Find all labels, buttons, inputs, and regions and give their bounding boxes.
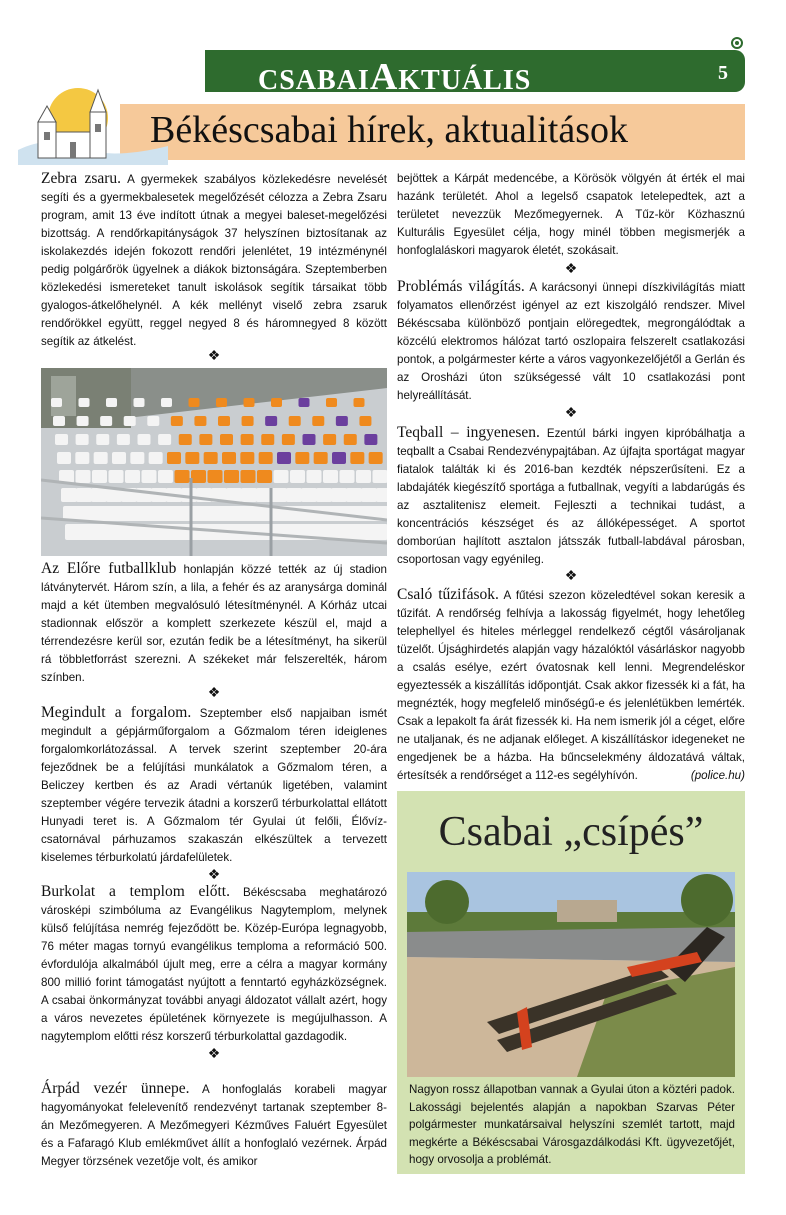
article-arpad: [41, 1080, 387, 1171]
article-tuzifa-lead: Csaló tűzifások.: [397, 586, 499, 603]
article-burkolat: [41, 883, 387, 1046]
article-burkolat-body: Békéscsaba meghatározó városképi szimbóluma az Evangélikus Nagytemplom, melynek külső felújítása nemrég fejeződött be. Közép-Európa legnagyobb, 76 méter magas tornyú evangélikus temploma a reformáció 500. évfordulója alkalmából újult meg, erre a célra a magyar kormány 800 millió forint támogatást nyújtott a fenntartó egyházközségnek. A csabai önkormányzat további anyagi áldozatot vállalt azért, hogy a város nevezetes épületének környezete is megújulhasson. A nagytemplom előtti rész korszerű térburkolattal gazdagodik.: [41, 886, 388, 1043]
section-title-rest: KTUÁLIS: [398, 65, 532, 96]
article-tuzifa: [397, 586, 745, 785]
article-arpad-continued: bejöttek a Kárpát medencébe, a Körösök völgyén át érték el mai hazánk területét. Ahol a legelső csapatok letelepedtek, azt a területet nevezzük Mezőmegyernek. A Tűz-kör Közhasznú Kulturális Egyesület célja, hogy minél többen megismerjék a honfoglaláskori magyarok életét, szokásait.: [397, 172, 745, 257]
article-forgalom: [41, 704, 387, 867]
article-forgalom-lead: Megindult a forgalom.: [41, 704, 192, 721]
swirl-icon: [731, 37, 743, 49]
article-vilagitas-lead: Problémás világítás.: [397, 278, 525, 295]
diamond-separator-icon: ❖: [564, 567, 578, 583]
diamond-separator-icon: ❖: [207, 1045, 221, 1061]
article-zebra-lead: Zebra zsaru.: [41, 170, 122, 187]
article-arpad-lead: Árpád vezér ünnepe.: [41, 1080, 190, 1097]
diamond-separator-icon: ❖: [207, 347, 221, 363]
article-zebra: [41, 170, 387, 351]
article-vilagitas-body: A karácsonyi ünnepi díszkivilágítás miatt folyamatos ellenőrzést igényel az ezt kiszolgáló rendszer. Mivel Békéscsaba különböző pontjain elöregedtek, megrongálódtak a közcélú elektromos hálózat tartó oszlopaira felszerelt csatlakozási pontok, a polgármester kérte a város vagyonkezelőjétől a Gerlán és az Orosházi úton szükségessé vált 10 csatlakozási pont helyreállítását.: [397, 281, 745, 402]
section-title-prefix: CSABAI: [258, 65, 370, 96]
article-burkolat-lead: Burkolat a templom előtt.: [41, 883, 230, 900]
section-title-initial: A: [369, 56, 399, 98]
section-title: [258, 55, 531, 99]
article-arpad-body: A honfoglalás korabeli magyar hagyományokat felelevenítő rendezvényt tartanak szeptember 8-án Mezőmegyeren. A Mezőmegyeri Kézműves Faluért Egyesület és a Fafaragó Klub emlékművet állít a honfoglaló vezérnek. Árpád Megyer törzsének vezetője volt, és amikor: [41, 1083, 388, 1168]
page-number: 5: [718, 62, 728, 84]
article-teqball: [397, 424, 745, 569]
diamond-separator-icon: ❖: [207, 866, 221, 882]
article-tuzifa-credit: (police.hu): [690, 769, 745, 782]
article-vilagitas: [397, 278, 745, 405]
article-zebra-body: A gyermekek szabályos közlekedésre nevelését segíti és a gyermekbalesetek megelőzését célozza a Zebra Zsaru program, amit 13 éve indított útnak a megyei baleset-megelőzési bizottság. A rendőrkapitányságok 37 helyszínen biztosítanak az iskolakezdés idején fokozott rendőri jelenlétet, 19 intézménynél pedig polgárőrök ügyelnek a diákok biztonságára. Szeptemberben közlekedési ismereteket tanult iskolások segítik társaikat több gyalogos-átkelőhelynél. A kék mellényt viselő zebra zsaruk rendőrökkel együtt, reggel negyed 8 és háromnegyed 8 között segítik az átkelést.: [41, 173, 388, 348]
article-elore-body: honlapján közzé tették az új stadion látványtervét. Három szín, a lila, a fehér és az aranysárga dominál majd a két ütemben megvalósuló létesítménynél. A Kórház utcai stadionnak először a komplett szerkezete készül el, majd a térrendezésre kerül sor, ezután fedik be a létesítményt, ha sikerül rá többletforrást szerezni. A székeket már felszerelték, három színben.: [41, 563, 387, 684]
diamond-separator-icon: ❖: [564, 260, 578, 276]
article-tuzifa-body: A fűtési szezon közeledtével sokan keresik a tűzifát. A rendőrség felhívja a lakosság figyelmét, hogy lehetőleg telephellyel és hiteles mérleggel rendelkező cégtől vásároljanak tüzelőt. Újsághirdetés alapján vagy házalóktól vásárláskor nagyobb a csalás esélye, ezért óvatosnak kell lenni. Megrendeléskor egyeztessék a kiszállítás időpontját. Csak akkor fizessék ki a fát, ha megnézték, hogy megfelelő minőségű-e és jelenlétükben lemérték. Csak a lepakolt fa árát fizessék ki. Ha nem ismerik jól a céget, előre ne utaljanak, és ne adjanak előleget. A kiszállításkor idegeneket ne engedjenek be a házba. Ha bűncselekmény áldozatává váltak, értesítsék a rendőrséget a 112-es segélyhívón.: [397, 589, 745, 782]
bench-photo: [407, 872, 735, 1077]
stadium-photo: [41, 368, 387, 556]
headline-title: Békéscsabai hírek, aktualitások: [150, 109, 629, 151]
article-elore: [41, 560, 387, 687]
article-forgalom-body: Szeptember első napjaiban ismét megindult a gépjárműforgalom a Gőzmalom téren ideiglenes forgalomkorlátozással. A tervek szerint szeptember 20-ára fejeződnek be a felújítási munkálatok a Gőzmalom téren, a Beliczey kertben és az Aradi vértanúk ligetében, valamint szeptember végére tervezik átadni a korszerű térburkolattal ellátott Hunyadi teret is. A Gőzmalom tér Gyulai út felőli, Élővíz-csatornával párhuzamos szakaszán elkészültek a tervezett kiselemes térburkolatú járdafelületek.: [41, 707, 387, 864]
diamond-separator-icon: ❖: [564, 404, 578, 420]
diamond-separator-icon: ❖: [207, 684, 221, 700]
article-teqball-body: Ezentúl bárki ingyen kipróbálhatja a teqballt a Csabai Rendezvénypajtában. Az újfajta sportágat magyar fiatalok találták ki és 2016-ban kezdték népszerűsíteni. Ez a labdajáték kiegészítő sportága a futballnak, vegyíti a labdarúgás és az asztalitenisz elemeit. Fejleszti a technikai tudást, a koncentrációs készséget és az állóképességet. A sportot domborúan hajlított asztalon játsszák futball-labdával párosban, csoportosan vagy egyénileg.: [397, 427, 745, 566]
bench-caption: Nagyon rossz állapotban vannak a Gyulai úton a köztéri padok. Lakossági bejelentés alapján a napokban Szarvas Péter polgármester munkatársaival helyszíni szemlét tartott, majd megkérte a Békéscsabai Városgazdálkodási Kft. ügyvezetőjét, hogy orvosolja a problémát.: [409, 1083, 735, 1166]
church-logo-icon: [18, 80, 168, 165]
csipes-title: Csabai „csípés”: [438, 809, 704, 855]
article-elore-lead: Az Előre futballklub: [41, 560, 177, 577]
article-teqball-lead: Teqball – ingyenesen.: [397, 424, 540, 441]
